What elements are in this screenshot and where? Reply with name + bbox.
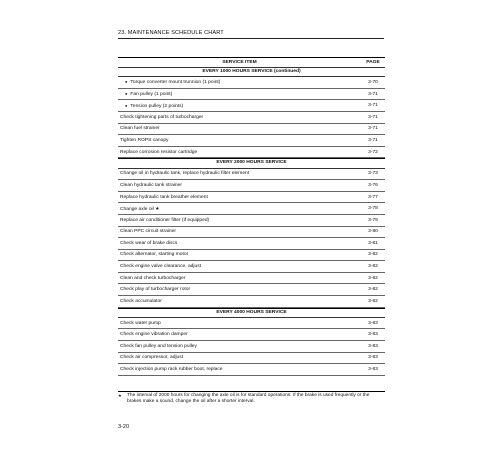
service-item-text: Clean PPC circuit strainer [120, 229, 176, 235]
page-ref: 3-71 [368, 114, 378, 120]
service-item [118, 115, 361, 120]
service-item-text: Replace corrosion resistor cartridge [120, 149, 198, 155]
service-item-text: Clean and check turbocharger [120, 275, 186, 281]
service-item [118, 264, 361, 269]
service-item-text: Clean fuel strainer [120, 126, 160, 132]
service-item [118, 367, 361, 372]
page-ref: 3-83 [368, 343, 378, 349]
service-item-text: Tighten ROPS canopy [120, 137, 169, 143]
page-ref: 3-83 [368, 355, 378, 361]
page-ref: 3-70 [368, 79, 378, 85]
table-row [118, 329, 385, 341]
footnote [118, 391, 385, 405]
service-item [118, 332, 361, 337]
page-ref: 3-83 [368, 367, 378, 373]
page-ref: 3-71 [368, 91, 378, 97]
service-item-text: Check engine valve clearance, adjust [120, 264, 202, 270]
page-ref: 3-73 [368, 171, 378, 177]
table-row [118, 273, 385, 285]
table-row [118, 112, 385, 124]
page-number: 3-20 [118, 424, 130, 430]
service-item [118, 252, 361, 257]
table-row [118, 296, 385, 308]
service-item-text: Check wear of brake discs [120, 240, 178, 246]
page-ref: 3-71 [368, 126, 378, 132]
service-item-text: Check accumulator [120, 298, 162, 304]
maintenance-table [118, 57, 385, 376]
service-item [118, 299, 361, 304]
section-heading: EVERY 4000 HOURS SERVICE [118, 308, 385, 318]
page-ref: 3-71 [368, 137, 378, 143]
service-item [118, 138, 361, 143]
page-header [118, 30, 384, 39]
table-body [118, 68, 385, 376]
service-item [118, 276, 361, 281]
bullet-icon: ● [125, 79, 128, 85]
service-item [118, 229, 361, 234]
table-row [118, 180, 385, 192]
table-row [118, 364, 385, 376]
table-row [118, 203, 385, 215]
page-ref: 3-82 [368, 264, 378, 270]
service-item [118, 206, 361, 212]
service-item-text: Check tightening parts of turbocharger [120, 114, 204, 120]
service-item [118, 150, 361, 155]
service-item-text: Clean hydraulic tank strainer [120, 182, 182, 188]
table-row [118, 318, 385, 330]
service-item-text: Check alternator, starting motor [120, 252, 189, 258]
page-ref: 3-77 [368, 194, 378, 200]
table-row [118, 353, 385, 365]
section-title: 23. MAINTENANCE SCHEDULE CHART [118, 30, 224, 36]
table-row [118, 77, 385, 89]
service-item [118, 103, 361, 109]
page-ref: 3-82 [368, 252, 378, 258]
service-item-text: Tension pulley (2 points) [130, 103, 184, 109]
page-ref: 3-83 [368, 320, 378, 326]
service-item-text: Change oil in hydraulic tank, replace hydraulic filter element [120, 171, 250, 177]
service-item-text: Replace air conditioner filter (if equipped) [120, 217, 210, 223]
service-item [118, 171, 361, 176]
page-ref: 3-80 [368, 229, 378, 235]
col-page: PAGE [366, 60, 380, 65]
bullet-icon: ● [125, 102, 128, 108]
page-ref: 3-78 [368, 206, 378, 212]
service-item [118, 79, 361, 85]
service-item [118, 126, 361, 131]
table-row [118, 124, 385, 136]
page-ref: 3-72 [368, 149, 378, 155]
section-heading: EVERY 1000 HOURS SERVICE (continued) [118, 68, 385, 77]
service-item-text: Check injection pump rack rubber boot, replace [120, 367, 223, 373]
table-row [118, 100, 385, 112]
page-ref: 3-79 [368, 217, 378, 223]
page-ref: 3-76 [368, 182, 378, 188]
service-item [118, 183, 361, 188]
service-item-text: Fan pulley (1 point) [130, 92, 173, 98]
table-header-row [118, 57, 385, 68]
service-item [118, 218, 361, 223]
service-item-text: Check water pump [120, 320, 161, 326]
page-ref: 3-81 [368, 240, 378, 246]
service-item-text: Check play of turbocharger rotor [120, 287, 191, 293]
service-item [118, 321, 361, 326]
service-item-text: Check fan pulley and tension pulley [120, 343, 197, 349]
footnote-text: The interval of 2000 hours for changing the axle oil is for standard operations. If the brake is used frequently or the brakes make a sound, change the oil after a shorter interval. [127, 393, 370, 405]
table-row [118, 147, 385, 159]
page-ref: 3-82 [368, 287, 378, 293]
service-item-text: Torque converter mount trunnion (1 point) [130, 80, 221, 86]
service-item [118, 195, 361, 200]
section-heading: EVERY 2000 HOURS SERVICE [118, 158, 385, 168]
table-row [118, 169, 385, 181]
service-item-text: Change axle oil ★ [120, 206, 160, 212]
service-item-text: Replace hydraulic tank breather element [120, 194, 208, 200]
page-ref: 3-82 [368, 275, 378, 281]
table-row [118, 238, 385, 250]
table-row [118, 227, 385, 239]
service-item [118, 241, 361, 246]
table-row [118, 89, 385, 101]
page-ref: 3-83 [368, 332, 378, 338]
table-row [118, 284, 385, 296]
table-row [118, 192, 385, 204]
service-item [118, 287, 361, 292]
col-service-item: SERVICE ITEM [222, 60, 257, 65]
page-ref: 3-82 [368, 298, 378, 304]
table-row [118, 135, 385, 147]
table-row [118, 341, 385, 353]
service-item-text: Check engine vibration damper [120, 332, 188, 338]
service-item [118, 344, 361, 349]
service-item-text: Check air compressor, adjust [120, 355, 184, 361]
service-item [118, 355, 361, 360]
service-item [118, 91, 361, 97]
star-icon: ★ [118, 393, 122, 398]
table-row [118, 261, 385, 273]
page-ref: 3-71 [368, 103, 378, 109]
bullet-icon: ● [125, 91, 128, 97]
table-row [118, 215, 385, 227]
table-row [118, 250, 385, 262]
